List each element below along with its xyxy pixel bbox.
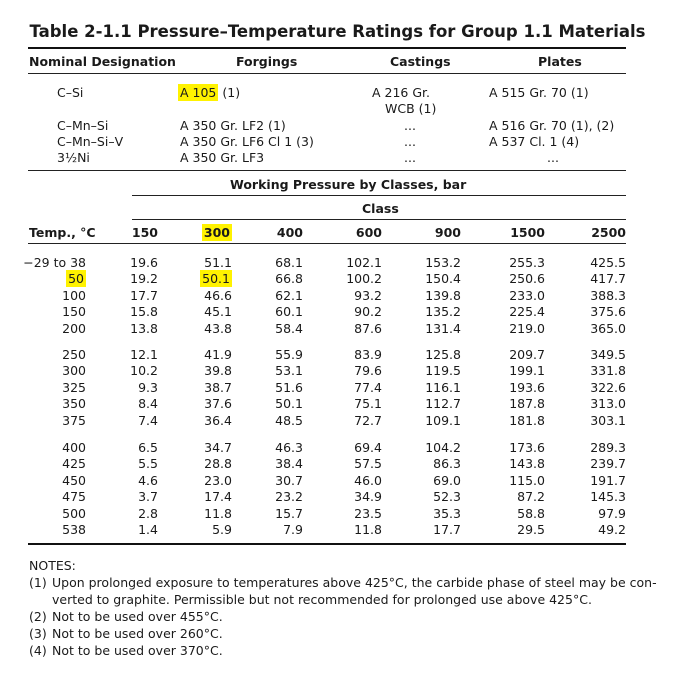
pressure-cell: 34.7 [204, 440, 232, 455]
pressure-header-rule [132, 195, 626, 196]
pressure-cell: 23.5 [354, 506, 382, 521]
temperature-cell: 538 [62, 522, 86, 537]
note-number: (3) [29, 626, 47, 641]
pressure-cell: 17.4 [204, 489, 232, 504]
pressure-cell: 90.2 [354, 304, 382, 319]
temperature-cell: 400 [62, 440, 86, 455]
note-text: Not to be used over 370°C. [52, 643, 223, 658]
pressure-cell: 48.5 [275, 413, 303, 428]
pressure-cell: 145.3 [590, 489, 626, 504]
header-castings: Castings [390, 54, 451, 69]
pressure-cell: 7.4 [138, 413, 158, 428]
class-label-rule [132, 219, 626, 220]
pressure-cell: 77.4 [354, 380, 382, 395]
pressure-cell: 135.2 [425, 304, 461, 319]
class-header-cell: 600 [355, 225, 382, 240]
pressure-cell: 255.3 [509, 255, 545, 270]
class-label: Class [362, 201, 399, 216]
pressure-cell: 19.2 [130, 271, 158, 286]
pressure-cell: 45.1 [204, 304, 232, 319]
pressure-cell: 233.0 [509, 288, 545, 303]
pressure-cell: 28.8 [204, 456, 232, 471]
pressure-cell: 46.6 [204, 288, 232, 303]
pressure-cell: 375.6 [590, 304, 626, 319]
pressure-cell: 69.4 [354, 440, 382, 455]
class-header-cell: 1500 [510, 225, 545, 240]
note-number: (4) [29, 643, 47, 658]
temperature-cell: 300 [62, 363, 86, 378]
column-header-rule [28, 243, 626, 244]
pressure-cell: 68.1 [275, 255, 303, 270]
pressure-cell: 125.8 [425, 347, 461, 362]
material-header-rule [28, 73, 626, 74]
pressure-cell: 109.1 [425, 413, 461, 428]
pressure-cell: 115.0 [509, 473, 545, 488]
note-text: verted to graphite. Permissible but not recommended for prolonged use above 425°C. [52, 592, 592, 607]
pressure-cell: 38.4 [275, 456, 303, 471]
pressure-cell: 322.6 [590, 380, 626, 395]
pressure-cell: 219.0 [509, 321, 545, 336]
temperature-cell: 450 [62, 473, 86, 488]
forgings-cell: A 350 Gr. LF6 Cl 1 (3) [180, 134, 314, 149]
pressure-cell: 58.4 [275, 321, 303, 336]
pressure-header: Working Pressure by Classes, bar [230, 177, 467, 192]
header-nominal-designation: Nominal Designation [29, 54, 176, 69]
temperature-cell [16, 271, 86, 286]
pressure-cell: 46.3 [275, 440, 303, 455]
note-text: Not to be used over 455°C. [52, 609, 223, 624]
note-text: Upon prolonged exposure to temperatures above 425°C, the carbide phase of steel may be con- [52, 575, 657, 590]
temperature-cell: 425 [62, 456, 86, 471]
pressure-cell: 52.3 [433, 489, 461, 504]
pressure-cell: 23.2 [275, 489, 303, 504]
pressure-cell: 11.8 [354, 522, 382, 537]
pressure-cell: 41.9 [204, 347, 232, 362]
highlighted-value: 50.1 [202, 271, 230, 286]
pressure-cell: 289.3 [590, 440, 626, 455]
pressure-cell: 83.9 [354, 347, 382, 362]
pressure-cell: 4.6 [138, 473, 158, 488]
pressure-cell: 303.1 [590, 413, 626, 428]
pressure-cell: 72.7 [354, 413, 382, 428]
temperature-cell: 250 [62, 347, 86, 362]
pressure-cell: 17.7 [433, 522, 461, 537]
pressure-cell: 51.6 [275, 380, 303, 395]
pressure-cell: 250.6 [509, 271, 545, 286]
castings-cell: A 216 Gr. [372, 85, 431, 100]
pressure-cell: 388.3 [590, 288, 626, 303]
class-header-cell: 2500 [591, 225, 626, 240]
castings-cell: ... [404, 150, 416, 165]
temperature-cell: 150 [62, 304, 86, 319]
pressure-cell: 50.1 [275, 396, 303, 411]
pressure-cell: 75.1 [354, 396, 382, 411]
top-rule [28, 47, 626, 49]
pressure-cell: 9.3 [138, 380, 158, 395]
pressure-cell: 100.2 [346, 271, 382, 286]
pressure-cell [172, 271, 232, 286]
class-header-cell [172, 225, 232, 240]
castings-cell: ... [404, 118, 416, 133]
pressure-cell: 199.1 [509, 363, 545, 378]
header-forgings: Forgings [236, 54, 298, 69]
temperature-cell: 200 [62, 321, 86, 336]
pressure-cell: 191.7 [590, 473, 626, 488]
pressure-cell: 15.8 [130, 304, 158, 319]
plates-cell: A 537 Cl. 1 (4) [489, 134, 580, 149]
pressure-cell: 6.5 [138, 440, 158, 455]
pressure-cell: 46.0 [354, 473, 382, 488]
plates-cell: ... [547, 150, 559, 165]
pressure-cell: 331.8 [590, 363, 626, 378]
class-header-cell: 400 [276, 225, 303, 240]
header-plates: Plates [538, 54, 582, 69]
pressure-cell: 425.5 [590, 255, 626, 270]
pressure-cell: 66.8 [275, 271, 303, 286]
pressure-cell: 37.6 [204, 396, 232, 411]
castings-cell: ... [404, 134, 416, 149]
temperature-cell: 100 [62, 288, 86, 303]
pressure-cell: 417.7 [590, 271, 626, 286]
pressure-cell: 55.9 [275, 347, 303, 362]
pressure-cell: 349.5 [590, 347, 626, 362]
pressure-cell: 225.4 [509, 304, 545, 319]
pressure-cell: 116.1 [425, 380, 461, 395]
designation: C–Mn–Si–V [57, 134, 124, 149]
pressure-cell: 86.3 [433, 456, 461, 471]
pressure-cell: 239.7 [590, 456, 626, 471]
pressure-cell: 3.7 [138, 489, 158, 504]
pressure-cell: 51.1 [204, 255, 232, 270]
pressure-cell: 29.5 [517, 522, 545, 537]
designation: C–Mn–Si [57, 118, 109, 133]
plates-cell: A 516 Gr. 70 (1), (2) [489, 118, 615, 133]
pressure-cell: 104.2 [425, 440, 461, 455]
designation: C–Si [57, 85, 84, 100]
pressure-cell: 35.3 [433, 506, 461, 521]
class-header-cell: 150 [131, 225, 158, 240]
highlighted-forging-code: A 105 [180, 85, 217, 100]
pressure-cell: 102.1 [346, 255, 382, 270]
pressure-cell: 62.1 [275, 288, 303, 303]
pressure-cell: 112.7 [425, 396, 461, 411]
temperature-cell: 375 [62, 413, 86, 428]
pressure-cell: 43.8 [204, 321, 232, 336]
pressure-cell: 119.5 [425, 363, 461, 378]
forgings-cell [178, 85, 240, 100]
pressure-cell: 5.9 [212, 522, 232, 537]
pressure-cell: 8.4 [138, 396, 158, 411]
pressure-cell: 313.0 [590, 396, 626, 411]
material-section-rule [28, 170, 626, 171]
pressure-cell: 12.1 [130, 347, 158, 362]
highlighted-class-header: 300 [203, 225, 230, 240]
temperature-cell: 350 [62, 396, 86, 411]
pressure-cell: 57.5 [354, 456, 382, 471]
pressure-cell: 30.7 [275, 473, 303, 488]
pressure-cell: 139.8 [425, 288, 461, 303]
pressure-cell: 181.8 [509, 413, 545, 428]
pressure-cell: 36.4 [204, 413, 232, 428]
pressure-cell: 34.9 [354, 489, 382, 504]
pressure-cell: 5.5 [138, 456, 158, 471]
forging-note: (1) [218, 85, 241, 100]
pressure-cell: 7.9 [283, 522, 303, 537]
pressure-cell: 19.6 [130, 255, 158, 270]
pressure-cell: 209.7 [509, 347, 545, 362]
plates-cell: A 515 Gr. 70 (1) [489, 85, 589, 100]
note-text: Not to be used over 260°C. [52, 626, 223, 641]
pressure-cell: 87.2 [517, 489, 545, 504]
pressure-cell: 93.2 [354, 288, 382, 303]
pressure-cell: 23.0 [204, 473, 232, 488]
castings-cell-line2: WCB (1) [385, 101, 437, 116]
pressure-cell: 173.6 [509, 440, 545, 455]
pressure-cell: 13.8 [130, 321, 158, 336]
pressure-cell: 143.8 [509, 456, 545, 471]
pressure-cell: 15.7 [275, 506, 303, 521]
bottom-rule [28, 543, 626, 545]
pressure-cell: 58.8 [517, 506, 545, 521]
pressure-cell: 39.8 [204, 363, 232, 378]
note-number: (2) [29, 609, 47, 624]
temp-header: Temp., °C [29, 225, 96, 240]
table-title: Table 2-1.1 Pressure–Temperature Ratings for Group 1.1 Materials [29, 22, 646, 41]
pressure-cell: 2.8 [138, 506, 158, 521]
forgings-cell: A 350 Gr. LF3 [180, 150, 265, 165]
pressure-cell: 87.6 [354, 321, 382, 336]
pressure-cell: 49.2 [598, 522, 626, 537]
designation: 3½Ni [57, 150, 90, 165]
pressure-cell: 153.2 [425, 255, 461, 270]
note-number: (1) [29, 575, 47, 590]
pressure-cell: 10.2 [130, 363, 158, 378]
pressure-cell: 193.6 [509, 380, 545, 395]
pressure-cell: 150.4 [425, 271, 461, 286]
temperature-cell: 475 [62, 489, 86, 504]
pressure-cell: 79.6 [354, 363, 382, 378]
class-header-cell: 900 [434, 225, 461, 240]
temperature-cell: 325 [62, 380, 86, 395]
pressure-cell: 365.0 [590, 321, 626, 336]
pressure-cell: 11.8 [204, 506, 232, 521]
pressure-cell: 53.1 [275, 363, 303, 378]
pressure-cell: 69.0 [433, 473, 461, 488]
pressure-cell: 38.7 [204, 380, 232, 395]
pressure-cell: 60.1 [275, 304, 303, 319]
highlighted-value: 50 [68, 271, 84, 286]
pressure-cell: 187.8 [509, 396, 545, 411]
pressure-cell: 131.4 [425, 321, 461, 336]
pressure-cell: 97.9 [598, 506, 626, 521]
temperature-cell: 500 [62, 506, 86, 521]
pressure-cell: 1.4 [138, 522, 158, 537]
notes-label: NOTES: [29, 558, 76, 573]
forgings-cell: A 350 Gr. LF2 (1) [180, 118, 286, 133]
temperature-cell: −29 to 38 [23, 255, 86, 270]
pressure-cell: 17.7 [130, 288, 158, 303]
